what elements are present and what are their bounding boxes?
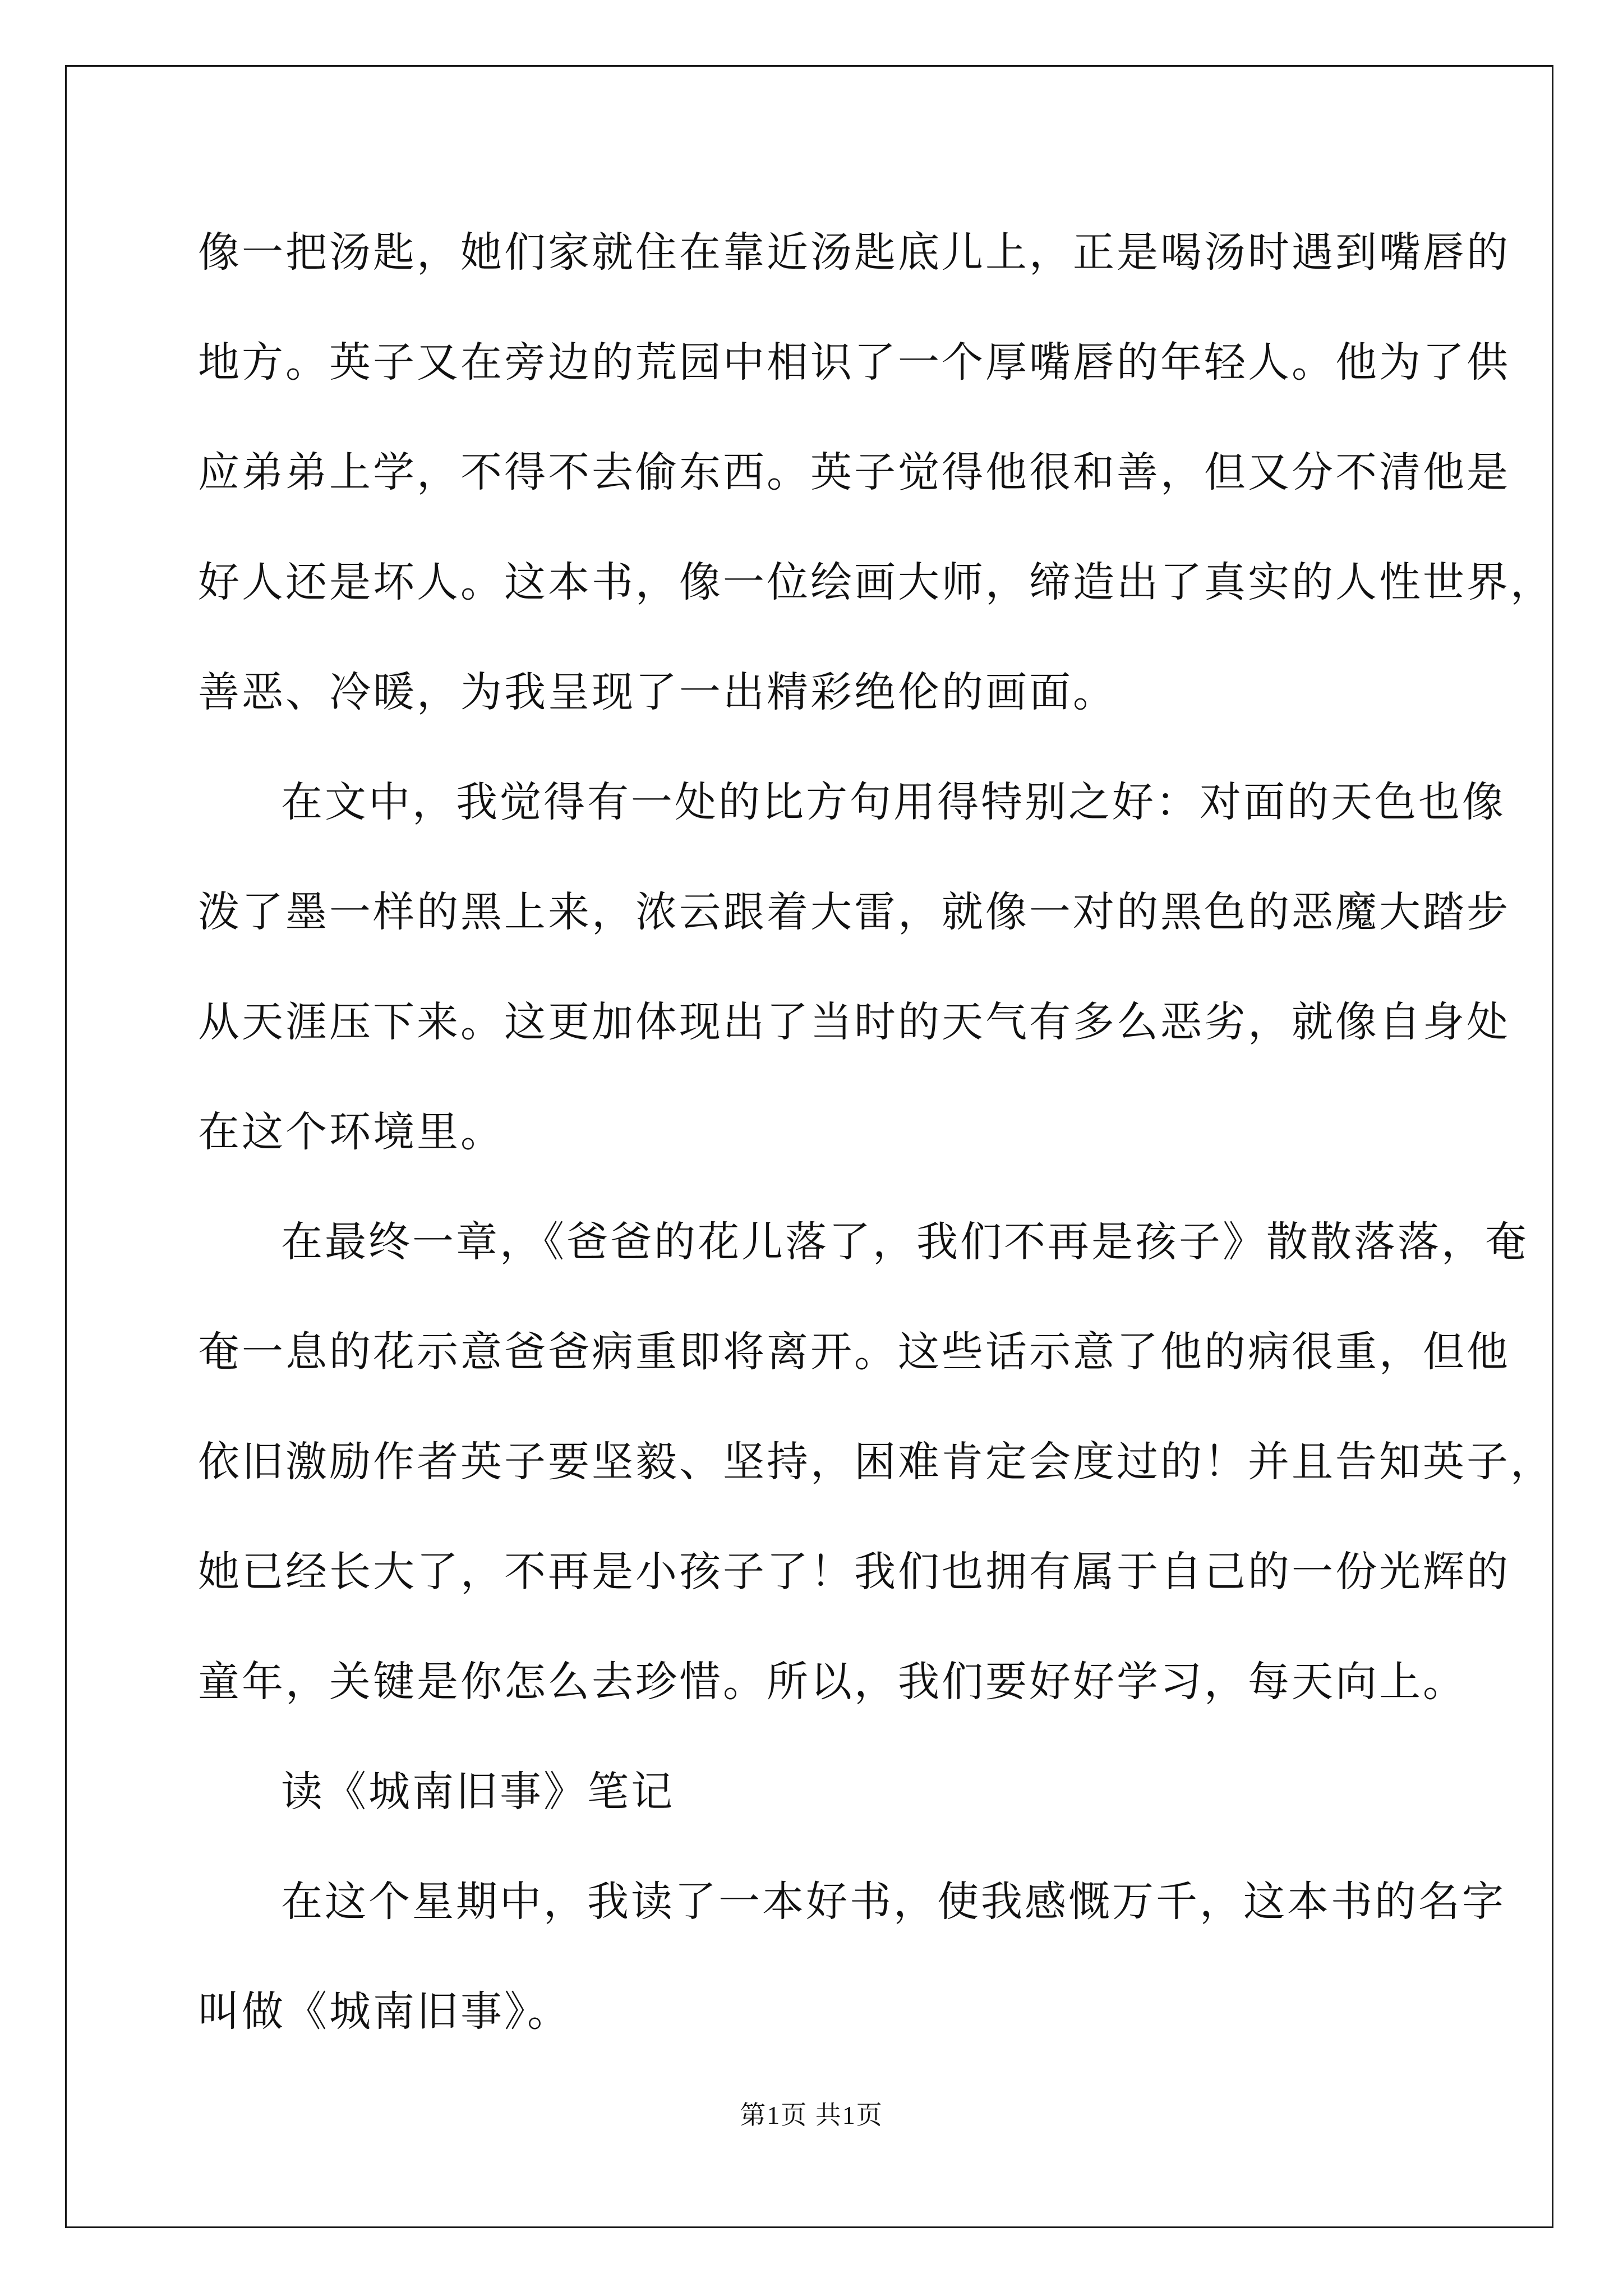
text-line: 从天涯压下来。这更加体现出了当时的天气有多么恶劣，就像自身处 — [198, 998, 1510, 1046]
text-line: 善恶、冷暖，为我呈现了一出精彩绝伦的画面。 — [198, 668, 1117, 716]
page-number-footer: 第1页 共1页 — [740, 2101, 883, 2129]
text-line-indented: 在这个星期中，我读了一本好书，使我感慨万千，这本书的名字 — [281, 1878, 1506, 1926]
heading-text: 读《城南旧事》笔记 — [281, 1768, 675, 1816]
paragraph-3 — [198, 1187, 1554, 1737]
text-line-indented: 在文中，我觉得有一处的比方句用得特别之好：对面的天色也像 — [281, 778, 1506, 826]
section-heading — [198, 1737, 1454, 1847]
text-line: 叫做《城南旧事》。 — [198, 1987, 571, 2036]
paragraph-2 — [198, 747, 1510, 1187]
paragraph-5 — [198, 1847, 1506, 2067]
text-line: 奄一息的花示意爸爸病重即将离开。这些话示意了他的病很重，但他 — [198, 1328, 1510, 1376]
text-line: 她已经长大了，不再是小孩子了！我们也拥有属于自己的一份光辉的 — [198, 1548, 1510, 1596]
text-line: 依旧激励作者英子要坚毅、坚持，困难肯定会度过的！并且告知英子， — [198, 1438, 1554, 1486]
text-line: 好人还是坏人。这本书，像一位绘画大师，缔造出了真实的人性世界， — [198, 558, 1554, 606]
text-line: 地方。英子又在旁边的荒园中相识了一个厚嘴唇的年轻人。他为了供 — [198, 338, 1510, 386]
text-line: 在这个环境里。 — [198, 1108, 504, 1156]
paragraph-1 — [198, 197, 1554, 747]
text-line: 应弟弟上学，不得不去偷东西。英子觉得他很和善，但又分不清他是 — [198, 448, 1510, 496]
text-line: 像一把汤匙，她们家就住在靠近汤匙底儿上，正是喝汤时遇到嘴唇的 — [198, 228, 1510, 277]
text-line: 泼了墨一样的黑上来，浓云跟着大雷，就像一对的黑色的恶魔大踏步 — [198, 888, 1510, 936]
text-line: 童年，关键是你怎么去珍惜。所以，我们要好好学习，每天向上。 — [198, 1658, 1467, 1706]
text-line-indented: 在最终一章，《爸爸的花儿落了，我们不再是孩子》散散落落，奄 — [281, 1218, 1529, 1266]
document-body — [198, 197, 1554, 2067]
